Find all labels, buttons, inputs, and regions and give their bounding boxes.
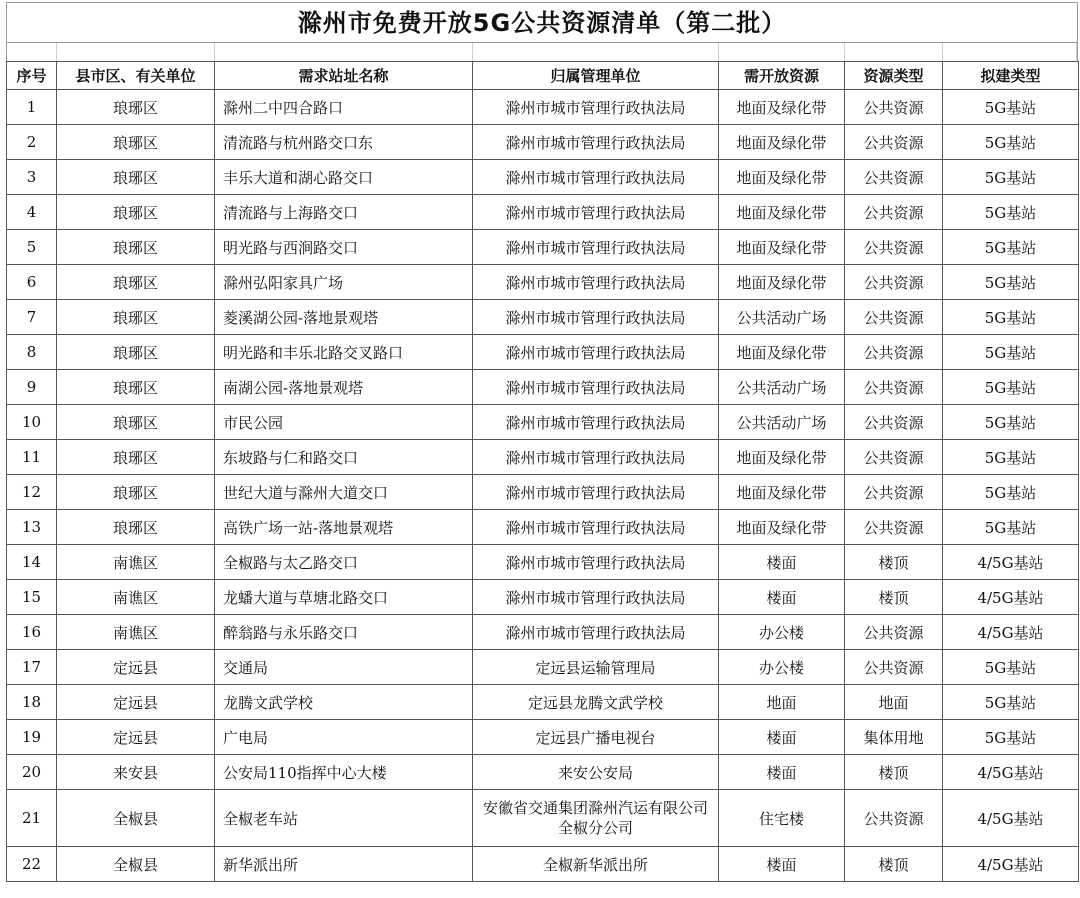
cell-site-name: 明光路与西涧路交口	[215, 230, 473, 265]
cell-resource: 地面及绿化带	[719, 510, 845, 545]
cell-district: 全椒县	[57, 790, 215, 847]
cell-managing-unit: 滁州市城市管理行政执法局	[473, 440, 719, 475]
table-row	[7, 545, 1079, 580]
cell-resource: 楼面	[719, 580, 845, 615]
cell-district: 南谯区	[57, 580, 215, 615]
cell-district: 琅琊区	[57, 195, 215, 230]
cell-resource-type: 公共资源	[845, 335, 943, 370]
cell-build-type: 5G基站	[943, 685, 1079, 720]
cell-resource-type: 公共资源	[845, 370, 943, 405]
col-header-managing-unit: 归属管理单位	[473, 62, 719, 90]
resource-table	[6, 61, 1079, 882]
cell-resource: 楼面	[719, 545, 845, 580]
cell-resource-type: 公共资源	[845, 510, 943, 545]
table-row	[7, 580, 1079, 615]
cell-resource-type: 地面	[845, 685, 943, 720]
cell-site-name: 龙蟠大道与草塘北路交口	[215, 580, 473, 615]
cell-managing-unit: 来安公安局	[473, 755, 719, 790]
cell-managing-unit: 滁州市城市管理行政执法局	[473, 230, 719, 265]
sheet-title: 滁州市免费开放5G公共资源清单（第二批）	[6, 2, 1078, 43]
cell-index: 21	[7, 790, 57, 847]
table-row	[7, 847, 1079, 882]
cell-build-type: 5G基站	[943, 195, 1079, 230]
cell-build-type: 5G基站	[943, 475, 1079, 510]
cell-site-name: 高铁广场一站-落地景观塔	[215, 510, 473, 545]
spreadsheet	[6, 2, 1078, 882]
cell-resource: 楼面	[719, 755, 845, 790]
cell-resource-type: 楼顶	[845, 755, 943, 790]
cell-managing-unit: 滁州市城市管理行政执法局	[473, 370, 719, 405]
cell-build-type: 5G基站	[943, 650, 1079, 685]
blank-row	[6, 43, 1078, 61]
cell-resource: 办公楼	[719, 615, 845, 650]
cell-managing-unit: 滁州市城市管理行政执法局	[473, 510, 719, 545]
table-row	[7, 720, 1079, 755]
table-row	[7, 300, 1079, 335]
cell-district: 琅琊区	[57, 160, 215, 195]
cell-index: 15	[7, 580, 57, 615]
col-header-district: 县市区、有关单位	[57, 62, 215, 90]
cell-resource: 地面及绿化带	[719, 335, 845, 370]
cell-district: 琅琊区	[57, 440, 215, 475]
cell-build-type: 4/5G基站	[943, 847, 1079, 882]
cell-district: 琅琊区	[57, 335, 215, 370]
table-row	[7, 335, 1079, 370]
cell-site-name: 清流路与杭州路交口东	[215, 125, 473, 160]
cell-district: 全椒县	[57, 847, 215, 882]
cell-district: 南谯区	[57, 615, 215, 650]
cell-managing-unit: 滁州市城市管理行政执法局	[473, 160, 719, 195]
cell-site-name: 醉翁路与永乐路交口	[215, 615, 473, 650]
cell-build-type: 5G基站	[943, 440, 1079, 475]
cell-index: 5	[7, 230, 57, 265]
table-row	[7, 755, 1079, 790]
cell-site-name: 世纪大道与滁州大道交口	[215, 475, 473, 510]
cell-district: 琅琊区	[57, 300, 215, 335]
cell-build-type: 4/5G基站	[943, 755, 1079, 790]
cell-district: 定远县	[57, 650, 215, 685]
cell-index: 22	[7, 847, 57, 882]
cell-index: 18	[7, 685, 57, 720]
cell-index: 10	[7, 405, 57, 440]
cell-build-type: 5G基站	[943, 720, 1079, 755]
cell-district: 琅琊区	[57, 90, 215, 125]
cell-managing-unit: 滁州市城市管理行政执法局	[473, 125, 719, 160]
cell-build-type: 5G基站	[943, 335, 1079, 370]
cell-resource-type: 楼顶	[845, 545, 943, 580]
cell-index: 8	[7, 335, 57, 370]
cell-resource: 公共活动广场	[719, 370, 845, 405]
cell-managing-unit: 滁州市城市管理行政执法局	[473, 195, 719, 230]
cell-site-name: 清流路与上海路交口	[215, 195, 473, 230]
cell-managing-unit: 滁州市城市管理行政执法局	[473, 265, 719, 300]
cell-district: 琅琊区	[57, 510, 215, 545]
cell-managing-unit: 滁州市城市管理行政执法局	[473, 335, 719, 370]
cell-index: 9	[7, 370, 57, 405]
cell-resource: 地面及绿化带	[719, 475, 845, 510]
cell-resource: 地面及绿化带	[719, 90, 845, 125]
cell-resource-type: 公共资源	[845, 615, 943, 650]
table-row	[7, 790, 1079, 847]
cell-site-name: 明光路和丰乐北路交叉路口	[215, 335, 473, 370]
cell-resource: 地面及绿化带	[719, 230, 845, 265]
cell-resource: 地面	[719, 685, 845, 720]
cell-managing-unit: 滁州市城市管理行政执法局	[473, 300, 719, 335]
cell-index: 3	[7, 160, 57, 195]
cell-resource-type: 公共资源	[845, 230, 943, 265]
table-row	[7, 405, 1079, 440]
cell-site-name: 交通局	[215, 650, 473, 685]
cell-build-type: 4/5G基站	[943, 580, 1079, 615]
cell-build-type: 5G基站	[943, 230, 1079, 265]
table-row	[7, 650, 1079, 685]
cell-index: 11	[7, 440, 57, 475]
cell-build-type: 5G基站	[943, 370, 1079, 405]
table-row	[7, 160, 1079, 195]
cell-resource-type: 公共资源	[845, 265, 943, 300]
cell-resource-type: 楼顶	[845, 580, 943, 615]
cell-managing-unit: 滁州市城市管理行政执法局	[473, 475, 719, 510]
cell-district: 南谯区	[57, 545, 215, 580]
table-row	[7, 370, 1079, 405]
cell-site-name: 南湖公园-落地景观塔	[215, 370, 473, 405]
table-row	[7, 510, 1079, 545]
cell-district: 来安县	[57, 755, 215, 790]
cell-district: 定远县	[57, 685, 215, 720]
cell-site-name: 广电局	[215, 720, 473, 755]
cell-site-name: 市民公园	[215, 405, 473, 440]
cell-resource-type: 公共资源	[845, 195, 943, 230]
cell-managing-unit: 定远县运输管理局	[473, 650, 719, 685]
cell-build-type: 5G基站	[943, 510, 1079, 545]
cell-resource: 地面及绿化带	[719, 160, 845, 195]
cell-site-name: 全椒路与太乙路交口	[215, 545, 473, 580]
cell-index: 7	[7, 300, 57, 335]
cell-resource-type: 公共资源	[845, 405, 943, 440]
cell-site-name: 滁州二中四合路口	[215, 90, 473, 125]
cell-site-name: 新华派出所	[215, 847, 473, 882]
cell-resource: 地面及绿化带	[719, 265, 845, 300]
col-header-index: 序号	[7, 62, 57, 90]
cell-district: 琅琊区	[57, 230, 215, 265]
cell-build-type: 5G基站	[943, 265, 1079, 300]
cell-resource: 住宅楼	[719, 790, 845, 847]
col-header-resource: 需开放资源	[719, 62, 845, 90]
col-header-build-type: 拟建类型	[943, 62, 1079, 90]
cell-managing-unit: 全椒新华派出所	[473, 847, 719, 882]
cell-resource: 公共活动广场	[719, 300, 845, 335]
cell-index: 12	[7, 475, 57, 510]
cell-site-name: 滁州弘阳家具广场	[215, 265, 473, 300]
cell-managing-unit: 滁州市城市管理行政执法局	[473, 580, 719, 615]
cell-resource: 地面及绿化带	[719, 125, 845, 160]
cell-index: 17	[7, 650, 57, 685]
cell-managing-unit: 定远县广播电视台	[473, 720, 719, 755]
table-row	[7, 440, 1079, 475]
cell-index: 13	[7, 510, 57, 545]
cell-index: 14	[7, 545, 57, 580]
cell-managing-unit: 滁州市城市管理行政执法局	[473, 545, 719, 580]
table-row	[7, 125, 1079, 160]
cell-district: 琅琊区	[57, 405, 215, 440]
cell-resource-type: 公共资源	[845, 650, 943, 685]
cell-build-type: 5G基站	[943, 90, 1079, 125]
cell-district: 琅琊区	[57, 370, 215, 405]
col-header-site-name: 需求站址名称	[215, 62, 473, 90]
cell-district: 琅琊区	[57, 475, 215, 510]
cell-resource: 公共活动广场	[719, 405, 845, 440]
cell-site-name: 全椒老车站	[215, 790, 473, 847]
cell-managing-unit: 定远县龙腾文武学校	[473, 685, 719, 720]
cell-resource-type: 集体用地	[845, 720, 943, 755]
cell-managing-unit: 滁州市城市管理行政执法局	[473, 405, 719, 440]
cell-resource-type: 公共资源	[845, 160, 943, 195]
cell-district: 定远县	[57, 720, 215, 755]
cell-managing-unit: 滁州市城市管理行政执法局	[473, 90, 719, 125]
col-header-resource-type: 资源类型	[845, 62, 943, 90]
cell-index: 20	[7, 755, 57, 790]
cell-resource-type: 公共资源	[845, 90, 943, 125]
cell-district: 琅琊区	[57, 125, 215, 160]
table-row	[7, 265, 1079, 300]
cell-index: 4	[7, 195, 57, 230]
cell-resource: 地面及绿化带	[719, 440, 845, 475]
cell-site-name: 丰乐大道和湖心路交口	[215, 160, 473, 195]
cell-build-type: 5G基站	[943, 300, 1079, 335]
header-row	[7, 62, 1079, 90]
table-row	[7, 475, 1079, 510]
cell-build-type: 4/5G基站	[943, 615, 1079, 650]
cell-site-name: 公安局110指挥中心大楼	[215, 755, 473, 790]
cell-index: 16	[7, 615, 57, 650]
cell-managing-unit: 滁州市城市管理行政执法局	[473, 615, 719, 650]
cell-resource-type: 公共资源	[845, 790, 943, 847]
cell-managing-unit: 安徽省交通集团滁州汽运有限公司全椒分公司	[473, 790, 719, 847]
cell-index: 1	[7, 90, 57, 125]
cell-resource-type: 公共资源	[845, 300, 943, 335]
cell-resource: 地面及绿化带	[719, 195, 845, 230]
cell-build-type: 4/5G基站	[943, 545, 1079, 580]
cell-build-type: 5G基站	[943, 125, 1079, 160]
cell-site-name: 东坡路与仁和路交口	[215, 440, 473, 475]
cell-build-type: 5G基站	[943, 405, 1079, 440]
cell-build-type: 4/5G基站	[943, 790, 1079, 847]
table-row	[7, 195, 1079, 230]
cell-site-name: 龙腾文武学校	[215, 685, 473, 720]
cell-resource: 楼面	[719, 720, 845, 755]
cell-resource-type: 公共资源	[845, 125, 943, 160]
table-row	[7, 90, 1079, 125]
table-row	[7, 615, 1079, 650]
cell-resource: 办公楼	[719, 650, 845, 685]
cell-site-name: 菱溪湖公园-落地景观塔	[215, 300, 473, 335]
cell-resource-type: 公共资源	[845, 475, 943, 510]
table-row	[7, 230, 1079, 265]
cell-resource-type: 公共资源	[845, 440, 943, 475]
cell-index: 2	[7, 125, 57, 160]
cell-resource-type: 楼顶	[845, 847, 943, 882]
cell-build-type: 5G基站	[943, 160, 1079, 195]
cell-index: 6	[7, 265, 57, 300]
cell-resource: 楼面	[719, 847, 845, 882]
table-row	[7, 685, 1079, 720]
cell-index: 19	[7, 720, 57, 755]
cell-district: 琅琊区	[57, 265, 215, 300]
